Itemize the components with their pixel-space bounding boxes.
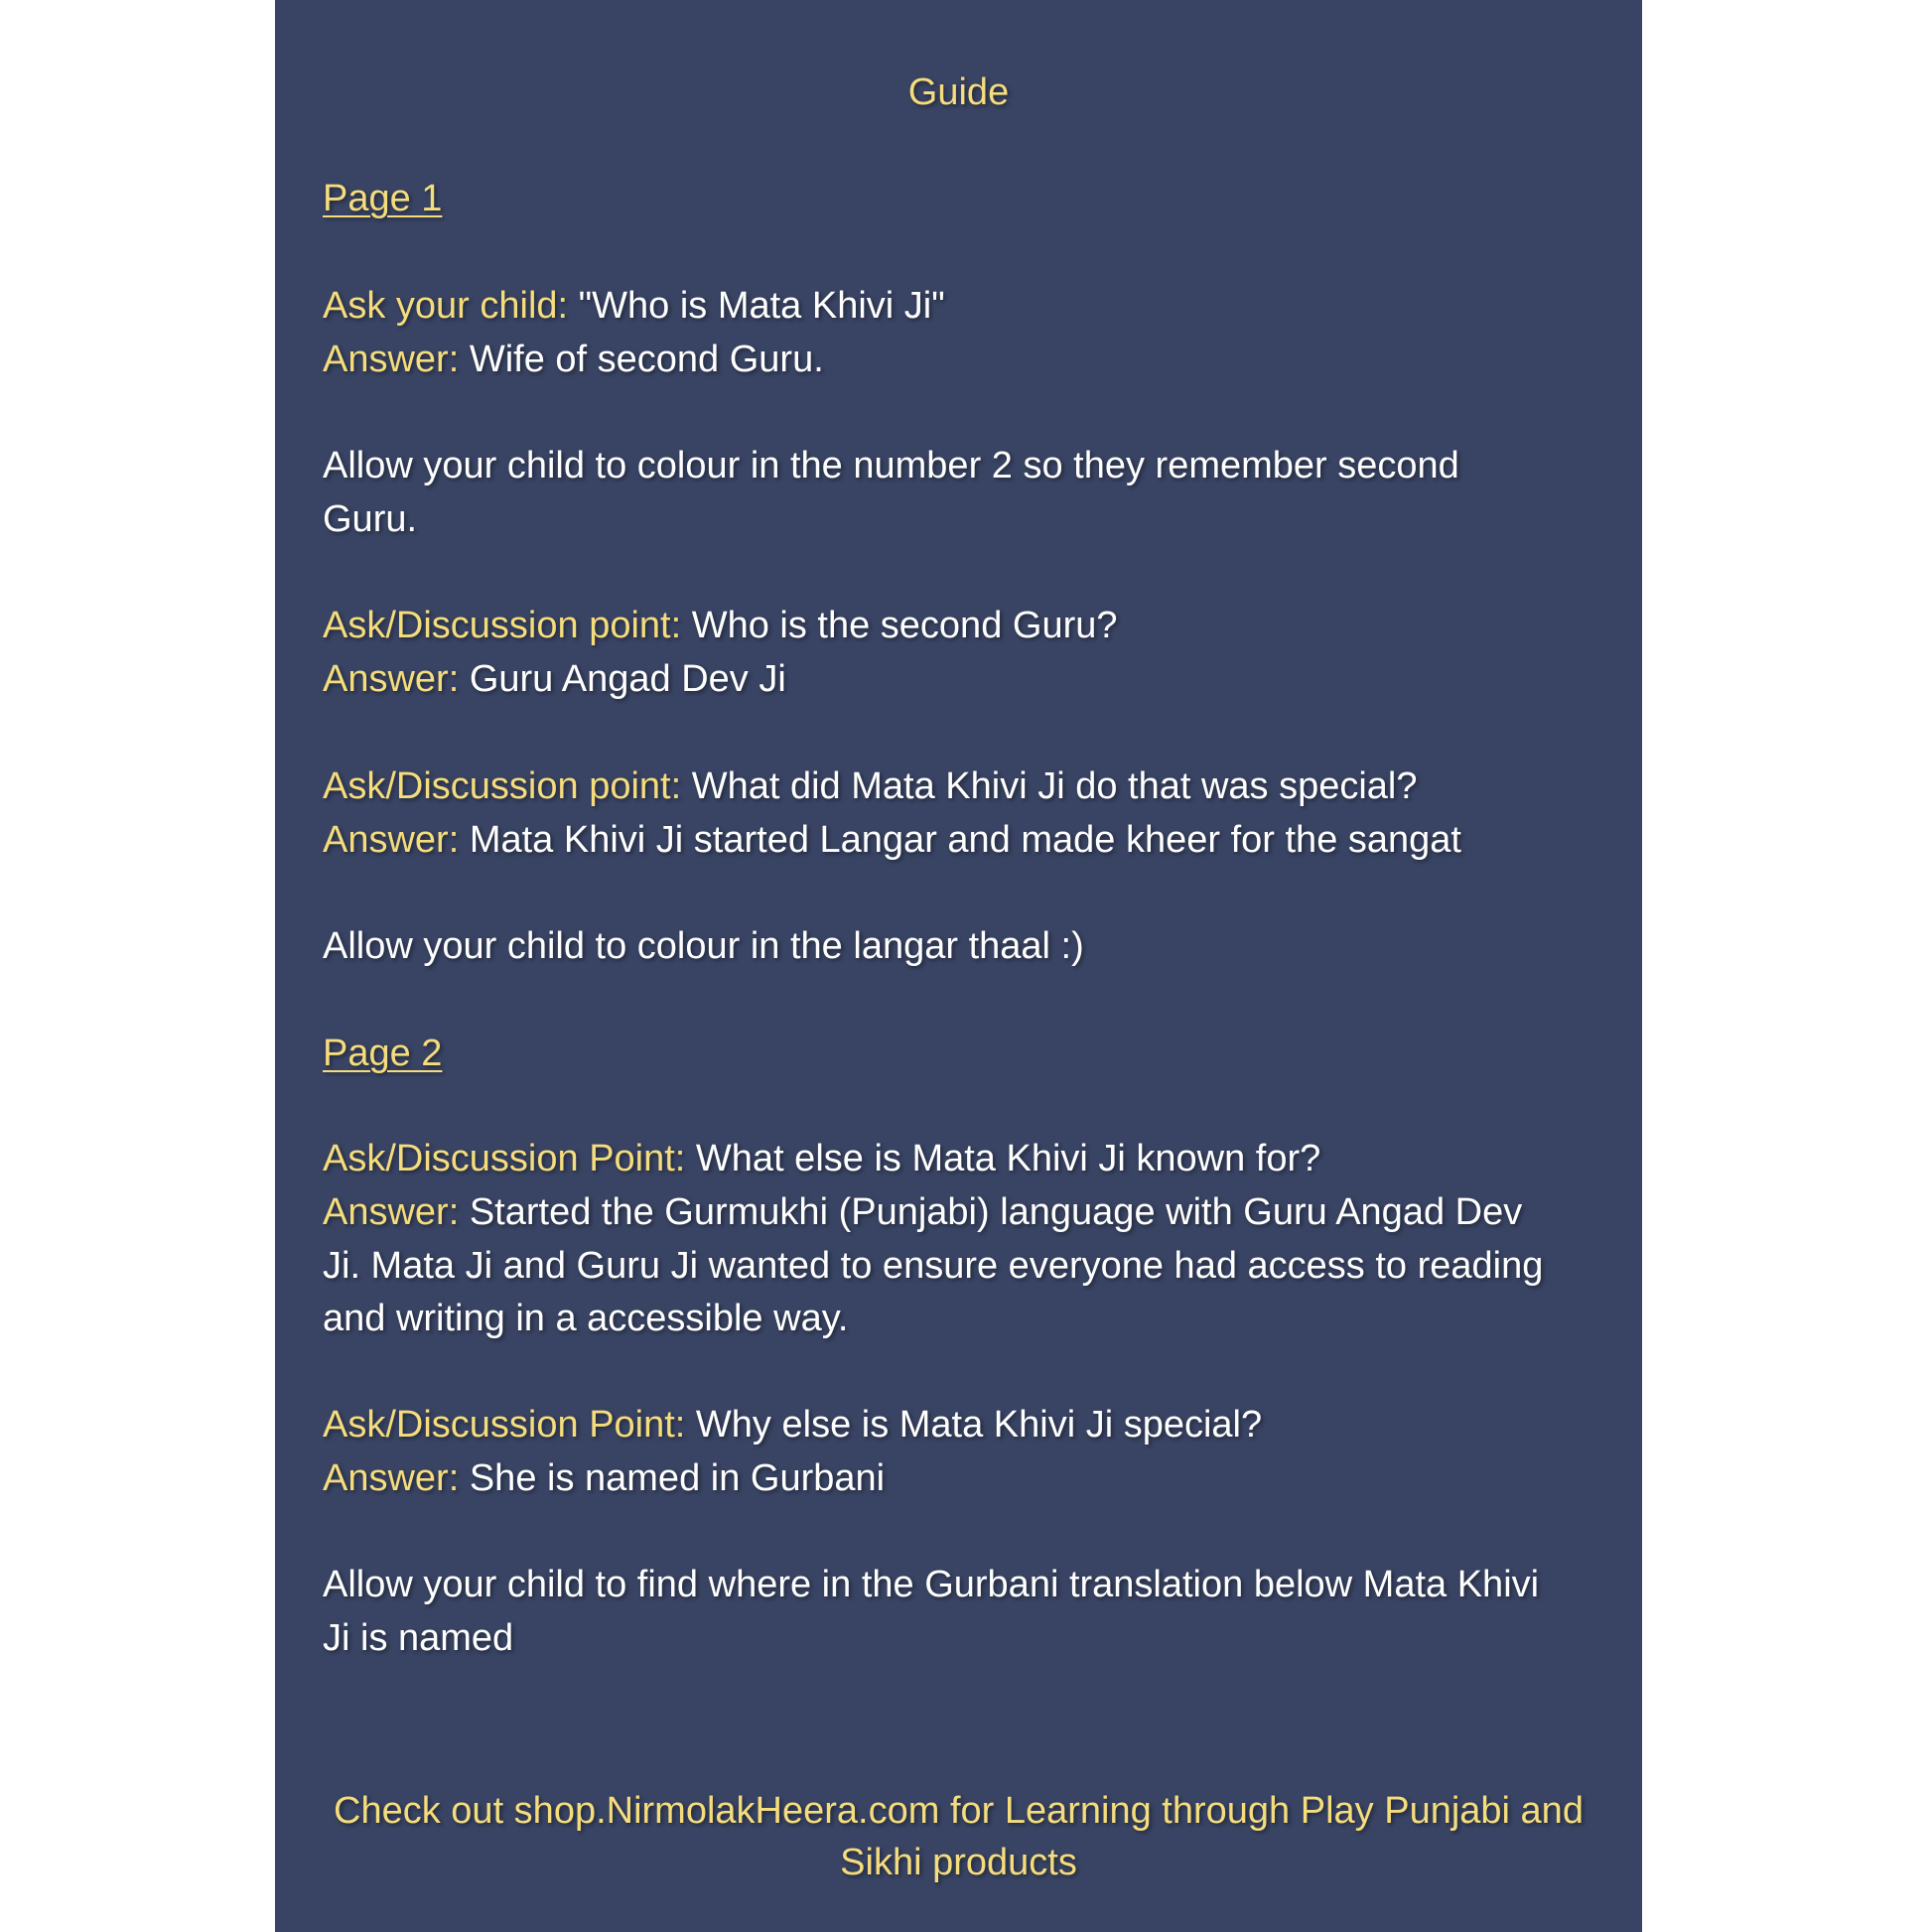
footer-line-2: Sikhi products — [840, 1842, 1077, 1883]
guide-title: Guide — [907, 71, 1010, 113]
page-1-question-3 — [323, 759, 1418, 813]
page-1-question-2 — [323, 599, 1118, 652]
question-text: What else is Mata Khivi Ji known for? — [685, 1138, 1321, 1179]
question-label: Ask your child: — [323, 285, 569, 327]
page-1-instruction-1-line-1: Allow your child to colour in the number 2 so they remember second — [323, 445, 1459, 486]
answer-text: Wife of second Guru. — [459, 339, 824, 380]
page-2-question-2 — [323, 1398, 1262, 1451]
answer-text: She is named in Gurbani — [459, 1457, 886, 1499]
answer-label: Answer: — [323, 1191, 460, 1233]
answer-label: Answer: — [323, 658, 460, 700]
question-text: Why else is Mata Khivi Ji special? — [685, 1404, 1263, 1446]
answer-text: Started the Gurmukhi (Punjabi) language with Guru Angad Dev — [459, 1191, 1523, 1233]
page-2-answer-1-line-1 — [323, 1185, 1522, 1239]
question-text: "Who is Mata Khivi Ji" — [568, 285, 945, 327]
question-label: Ask/Discussion Point: — [323, 1404, 686, 1446]
page-1-answer-2 — [323, 652, 786, 706]
footer-line-1: Check out shop.NirmolakHeera.com for Learning through Play Punjabi and — [334, 1790, 1584, 1832]
question-label: Ask/Discussion point: — [323, 765, 682, 807]
page-1-answer-1 — [323, 333, 824, 386]
answer-label: Answer: — [323, 819, 460, 861]
question-label: Ask/Discussion Point: — [323, 1138, 686, 1179]
page-1-heading: Page 1 — [323, 178, 443, 219]
question-label: Ask/Discussion point: — [323, 605, 682, 646]
page-1-instruction-1-line-2: Guru. — [323, 498, 418, 540]
page-1-question-1 — [323, 279, 945, 333]
page-2-answer-1-line-3: and writing in a accessible way. — [323, 1298, 849, 1339]
answer-text: Guru Angad Dev Ji — [459, 658, 786, 700]
page-2-answer-2 — [323, 1451, 885, 1505]
page-2-instruction-line-2: Ji is named — [323, 1617, 514, 1659]
answer-label: Answer: — [323, 339, 460, 380]
page-2-instruction-line-1: Allow your child to find where in the Gurbani translation below Mata Khivi — [323, 1564, 1540, 1605]
page-2-answer-1-line-2: Ji. Mata Ji and Guru Ji wanted to ensure everyone had access to reading — [323, 1245, 1544, 1287]
question-text: Who is the second Guru? — [681, 605, 1118, 646]
answer-label: Answer: — [323, 1457, 460, 1499]
answer-text: Mata Khivi Ji started Langar and made kheer for the sangat — [459, 819, 1461, 861]
page-2-heading: Page 2 — [323, 1033, 443, 1074]
question-text: What did Mata Khivi Ji do that was special? — [681, 765, 1418, 807]
page-2-question-1 — [323, 1132, 1320, 1185]
page-1-answer-3 — [323, 813, 1461, 867]
page-1-instruction-2: Allow your child to colour in the langar thaal :) — [323, 925, 1084, 967]
